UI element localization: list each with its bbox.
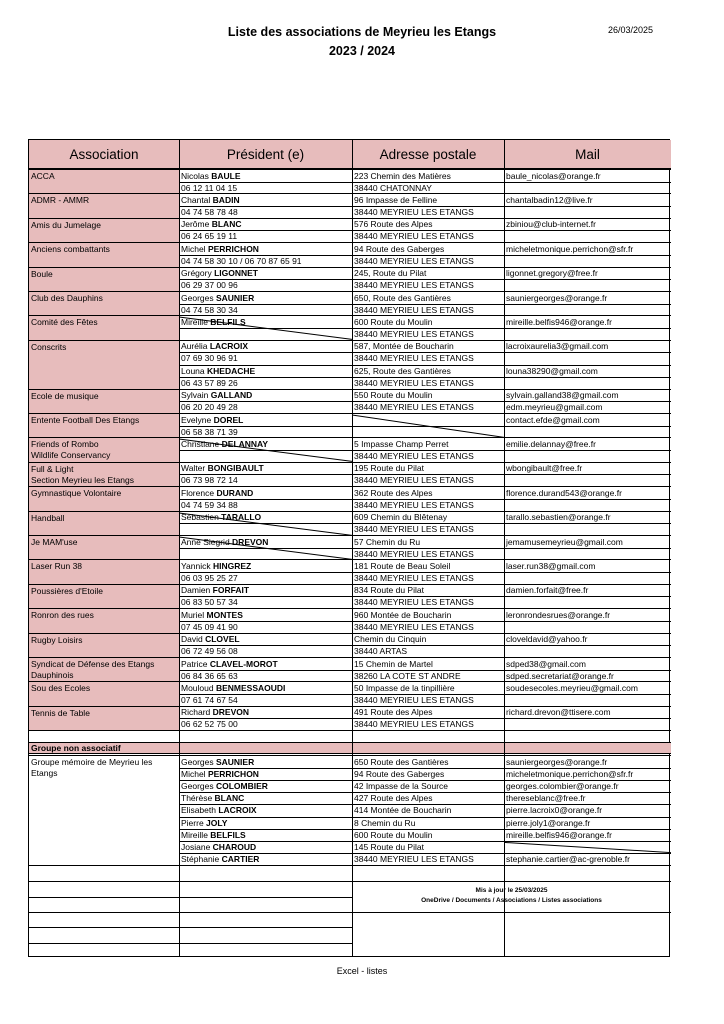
address-cell: 181 Route de Beau Soleil bbox=[354, 560, 451, 571]
mail-cell: micheletmonique.perrichon@sfr.fr bbox=[506, 243, 634, 254]
president-cell bbox=[181, 719, 238, 730]
president-cell bbox=[181, 646, 238, 657]
president-diagonal bbox=[29, 536, 671, 560]
address-cell: 94 Route des Gaberges bbox=[354, 243, 445, 254]
president-phone: 06 83 50 57 34 bbox=[181, 597, 238, 608]
mail-cell: pierre.lacroix0@orange.fr bbox=[506, 805, 603, 816]
president-cell bbox=[181, 585, 249, 596]
president-phone: 04 74 59 34 88 bbox=[181, 499, 238, 510]
onedrive-path-note: OneDrive / Documents / Associations / Listes associations bbox=[421, 897, 602, 905]
mail-cell: edm.meyrieu@gmail.com bbox=[506, 402, 603, 413]
address-cell: Chemin du Cinquin bbox=[354, 634, 427, 645]
president-phone: 06 24 65 19 11 bbox=[181, 231, 238, 242]
diagonal-line bbox=[179, 317, 352, 339]
address-cell: 38440 MEYRIEU LES ETANGS bbox=[354, 231, 474, 242]
address-cell: 38440 MEYRIEU LES ETANGS bbox=[354, 548, 474, 559]
president-last-name: BADIN bbox=[212, 194, 240, 205]
association-name: Poussières d'Etoile bbox=[29, 585, 179, 608]
president-last-name: CHAROUD bbox=[212, 842, 257, 853]
president-first-name: Mireille bbox=[181, 316, 211, 327]
group-name: Groupe mémoire de Meyrieu les Etangs bbox=[29, 756, 179, 865]
mail-cell: sauniergeorges@orange.fr bbox=[506, 756, 608, 767]
association-name: Conscrits bbox=[29, 341, 179, 389]
address-cell: 42 Impasse de la Source bbox=[354, 781, 449, 792]
address-cell: 5 Impasse Champ Perret bbox=[354, 438, 449, 449]
mail-cell: mireille.belfis946@orange.fr bbox=[506, 829, 612, 840]
row-line bbox=[29, 912, 352, 913]
address-cell: 38440 MEYRIEU LES ETANGS bbox=[354, 255, 474, 266]
association-block bbox=[29, 608, 671, 632]
president-first-name: David bbox=[181, 634, 206, 645]
section-title: Groupe non associatif bbox=[29, 742, 671, 754]
association-block bbox=[29, 437, 671, 461]
address-cell: 38440 MEYRIEU LES ETANGS bbox=[354, 280, 474, 291]
association-block bbox=[29, 315, 671, 339]
association-block bbox=[29, 657, 671, 681]
column-divider bbox=[179, 140, 180, 956]
address-cell: 362 Route des Alpes bbox=[354, 487, 433, 498]
association-block bbox=[29, 218, 671, 242]
mail-cell: thereseblanc@free.fr bbox=[506, 793, 586, 804]
address-cell: 38440 MEYRIEU LES ETANGS bbox=[354, 475, 474, 486]
header-mail: Mail bbox=[504, 140, 671, 169]
association-name: Friends of Rombo Wildlife Conservancy bbox=[29, 438, 179, 461]
address-cell: 195 Route du Pilat bbox=[354, 463, 424, 474]
address-cell: 38440 MEYRIEU LES ETANGS bbox=[354, 597, 474, 608]
president-last-name: PERRICHON bbox=[207, 243, 259, 254]
row-line bbox=[352, 881, 671, 882]
president-first-name: Sébastien bbox=[181, 512, 222, 523]
president-first-name: Patrice bbox=[181, 658, 210, 669]
column-divider bbox=[504, 140, 505, 956]
president-cell bbox=[181, 622, 238, 633]
president-first-name: Mouloud bbox=[181, 682, 216, 693]
president-diagonal bbox=[29, 316, 671, 340]
president-first-name: Richard bbox=[181, 707, 213, 718]
association-block bbox=[29, 413, 671, 437]
president-cell bbox=[181, 402, 238, 413]
mail-cell: pierre.joly1@orange.fr bbox=[506, 817, 591, 828]
president-phone: 07 45 09 41 90 bbox=[181, 621, 238, 632]
address-cell: 38440 MEYRIEU LES ETANGS bbox=[354, 377, 474, 388]
diagonal-line bbox=[504, 843, 671, 853]
mail-cell: leronrondesrues@orange.fr bbox=[506, 609, 611, 620]
address-cell: 38440 MEYRIEU LES ETANGS bbox=[354, 695, 474, 706]
address-cell: 38260 LA COTE ST ANDRE bbox=[354, 670, 461, 681]
president-first-name: Josiane bbox=[181, 842, 213, 853]
association-block bbox=[29, 462, 671, 486]
association-block bbox=[29, 389, 671, 413]
page-title: Liste des associations de Meyrieu les Etangs bbox=[227, 25, 497, 39]
association-block bbox=[29, 242, 671, 266]
diagonal-line bbox=[179, 439, 352, 461]
president-cell bbox=[181, 390, 252, 401]
association-name: Ronron des rues bbox=[29, 609, 179, 632]
mail-cell: lacroixaurelia3@gmail.com bbox=[506, 341, 609, 352]
president-diagonal bbox=[29, 512, 671, 536]
mail-cell: ligonnet.gregory@free.fr bbox=[506, 268, 598, 279]
association-name: Gymnastique Volontaire bbox=[29, 487, 179, 510]
president-first-name: Aurélia bbox=[181, 341, 210, 352]
mail-cell: baule_nicolas@orange.fr bbox=[506, 170, 601, 181]
president-phone: 06 72 49 56 08 bbox=[181, 646, 238, 657]
president-last-name: BLANC bbox=[214, 793, 245, 804]
address-cell: 625, Route des Gantières bbox=[354, 365, 451, 376]
president-phone: 04 74 58 78 48 bbox=[181, 207, 238, 218]
diagonal-line bbox=[352, 415, 504, 437]
association-name: Comité des Fêtes bbox=[29, 316, 179, 339]
president-cell bbox=[181, 683, 285, 694]
president-last-name: LACROIX bbox=[209, 341, 249, 352]
president-last-name: HINGREZ bbox=[212, 560, 252, 571]
mail-cell: mireille.belfis946@orange.fr bbox=[506, 316, 612, 327]
address-cell: 38440 ARTAS bbox=[354, 646, 408, 657]
president-first-name: Mireille bbox=[181, 829, 211, 840]
address-cell: 609 Chemin du Blêtenay bbox=[354, 512, 448, 523]
address-cell: 600 Route du Moulin bbox=[354, 316, 433, 327]
address-cell: 50 Impasse de la tinpillière bbox=[354, 682, 455, 693]
address-cell: 38440 MEYRIEU LES ETANGS bbox=[354, 719, 474, 730]
header-association: Association bbox=[29, 140, 179, 169]
president-first-name: Elisabeth bbox=[181, 805, 219, 816]
trailing-rows bbox=[29, 865, 671, 957]
president-cell bbox=[181, 597, 238, 608]
mail-cell: soudesecoles.meyrieu@gmail.com bbox=[506, 682, 638, 693]
address-cell: 38440 MEYRIEU LES ETANGS bbox=[354, 353, 474, 364]
president-first-name: Louna bbox=[181, 365, 207, 376]
association-name: Sou des Ecoles bbox=[29, 682, 179, 705]
address-cell: 15 Chemin de Martel bbox=[354, 658, 433, 669]
row-line bbox=[29, 881, 352, 882]
president-cell bbox=[181, 463, 264, 474]
president-last-name: BONGIBAULT bbox=[207, 463, 264, 474]
mail-cell: richard.drevon@ttisere.com bbox=[506, 707, 611, 718]
association-block bbox=[29, 291, 671, 315]
president-cell bbox=[181, 244, 259, 255]
association-block bbox=[29, 559, 671, 583]
address-cell: 38440 MEYRIEU LES ETANGS bbox=[354, 621, 474, 632]
president-first-name: Nicolas bbox=[181, 170, 212, 181]
header-address: Adresse postale bbox=[352, 140, 504, 169]
president-phone: 06 58 38 71 39 bbox=[181, 426, 238, 437]
president-last-name: CLOVEL bbox=[205, 634, 240, 645]
association-name: Ecole de musique bbox=[29, 390, 179, 413]
president-cell bbox=[181, 171, 241, 182]
mail-cell: florence.durand543@orange.fr bbox=[506, 487, 622, 498]
president-first-name: Christiane bbox=[181, 438, 222, 449]
association-name: Handball bbox=[29, 512, 179, 535]
president-first-name: Chantal bbox=[181, 194, 213, 205]
address-cell: 587, Montée de Boucharin bbox=[354, 341, 454, 352]
president-cell bbox=[181, 610, 243, 621]
address-cell: 414 Montée de Boucharin bbox=[354, 805, 452, 816]
president-cell bbox=[181, 183, 237, 194]
association-name: Boule bbox=[29, 268, 179, 291]
president-last-name: SAUNIER bbox=[215, 756, 255, 767]
association-name: Amis du Jumelage bbox=[29, 219, 179, 242]
president-cell bbox=[181, 219, 241, 230]
association-name: Full & Light Section Meyrieu les Etangs bbox=[29, 463, 179, 486]
address-diagonal bbox=[29, 414, 671, 438]
president-last-name: BENMESSAOUDI bbox=[215, 682, 286, 693]
row-line bbox=[179, 645, 671, 646]
president-cell bbox=[181, 695, 238, 706]
president-last-name: COLOMBIER bbox=[215, 781, 268, 792]
president-cell bbox=[181, 305, 238, 316]
president-last-name: MONTES bbox=[206, 609, 243, 620]
address-cell: 38440 MEYRIEU LES ETANGS bbox=[354, 402, 474, 413]
president-last-name: KHEDACHE bbox=[207, 365, 256, 376]
association-name: Club des Dauphins bbox=[29, 292, 179, 315]
mail-cell: louna38290@gmail.com bbox=[506, 365, 598, 376]
association-name: Entente Football Des Etangs bbox=[29, 414, 179, 437]
president-phone: 06 62 52 75 00 bbox=[181, 719, 238, 730]
diagonal-line bbox=[179, 537, 352, 559]
address-cell: 94 Route des Gaberges bbox=[354, 768, 445, 779]
row-line bbox=[29, 927, 352, 928]
address-cell: 960 Montée de Boucharin bbox=[354, 609, 452, 620]
association-block bbox=[29, 511, 671, 535]
address-cell: 57 Chemin du Ru bbox=[354, 536, 421, 547]
president-first-name: Anne Siegrid bbox=[181, 536, 233, 547]
association-block bbox=[29, 169, 671, 193]
president-cell bbox=[181, 366, 255, 377]
mail-cell: jemamusemeyrieu@gmail.com bbox=[506, 536, 623, 547]
address-cell: 550 Route du Moulin bbox=[354, 390, 433, 401]
mail-cell: chantalbadin12@live.fr bbox=[506, 194, 593, 205]
page-footer: Excel - listes bbox=[336, 966, 388, 976]
president-cell bbox=[181, 707, 249, 718]
president-phone: 04 74 58 30 10 / 06 70 87 65 91 bbox=[181, 255, 302, 266]
president-cell bbox=[181, 488, 253, 499]
address-cell: 576 Route des Alpes bbox=[354, 219, 433, 230]
president-phone: 06 29 37 00 96 bbox=[181, 280, 238, 291]
association-name: Tennis de Table bbox=[29, 707, 179, 730]
president-diagonal bbox=[29, 438, 671, 462]
association-name: Anciens combattants bbox=[29, 243, 179, 266]
president-cell bbox=[181, 207, 238, 218]
president-last-name: JOLY bbox=[206, 817, 228, 828]
address-cell: 245, Route du Pilat bbox=[354, 268, 427, 279]
address-cell: 650 Route des Gantières bbox=[354, 756, 449, 767]
update-note: Mis à jour le 25/03/2025 bbox=[475, 887, 548, 895]
address-cell: 38440 CHATONNAY bbox=[354, 182, 432, 193]
association-block bbox=[29, 584, 671, 608]
mail-cell: contact.efde@gmail.com bbox=[506, 414, 600, 425]
address-cell: 38440 MEYRIEU LES ETANGS bbox=[354, 451, 474, 462]
mail-cell: laser.run38@gmail.com bbox=[506, 560, 596, 571]
row-line bbox=[29, 943, 352, 944]
diagonal-line bbox=[179, 513, 352, 535]
president-first-name: Yannick bbox=[181, 560, 213, 571]
association-name: Laser Run 38 bbox=[29, 560, 179, 583]
row-line bbox=[352, 912, 671, 913]
president-cell bbox=[181, 353, 238, 364]
column-divider bbox=[352, 140, 353, 956]
page-subtitle-year: 2023 / 2024 bbox=[328, 44, 396, 58]
president-last-name: DREVON bbox=[212, 707, 250, 718]
address-cell: 223 Chemin des Matières bbox=[354, 170, 451, 181]
association-block bbox=[29, 193, 671, 217]
address-cell: 38440 MEYRIEU LES ETANGS bbox=[354, 573, 474, 584]
address-cell: 96 Impasse de Felline bbox=[354, 194, 438, 205]
president-cell bbox=[181, 659, 278, 670]
president-first-name: Walter bbox=[181, 463, 208, 474]
president-last-name: DREVON bbox=[232, 536, 269, 547]
mail-cell: sdped.secretariat@orange.fr bbox=[506, 670, 614, 681]
president-cell bbox=[181, 671, 238, 682]
president-phone: 07 69 30 96 91 bbox=[181, 353, 238, 364]
president-last-name: DOREL bbox=[213, 414, 244, 425]
mail-diagonal bbox=[29, 756, 671, 866]
president-cell bbox=[181, 573, 238, 584]
president-cell bbox=[181, 231, 237, 242]
president-first-name: Pierre bbox=[181, 817, 207, 828]
president-first-name: Sylvain bbox=[181, 390, 211, 401]
president-first-name: Georges bbox=[181, 292, 216, 303]
president-first-name: Evelyne bbox=[181, 414, 214, 425]
president-first-name: Thérèse bbox=[181, 793, 215, 804]
mail-cell: zbiniou@club-internet.fr bbox=[506, 219, 596, 230]
address-cell: 38440 MEYRIEU LES ETANGS bbox=[354, 304, 474, 315]
mail-cell: stephanie.cartier@ac-grenoble.fr bbox=[506, 854, 630, 865]
address-cell: 8 Chemin du Ru bbox=[354, 817, 416, 828]
president-first-name: Georges bbox=[181, 781, 216, 792]
address-cell: 834 Route du Pilat bbox=[354, 585, 424, 596]
president-last-name: BLANC bbox=[211, 219, 242, 230]
president-cell bbox=[181, 280, 238, 291]
address-cell: 38440 MEYRIEU LES ETANGS bbox=[354, 207, 474, 218]
association-name: Syndicat de Défense des Etangs Dauphinois bbox=[29, 658, 179, 681]
mail-cell: emilie.delannay@free.fr bbox=[506, 438, 596, 449]
address-cell: 38440 MEYRIEU LES ETANGS bbox=[354, 524, 474, 535]
row-line bbox=[29, 897, 352, 898]
print-date: 26/03/2025 bbox=[608, 25, 654, 35]
president-first-name: Damien bbox=[181, 585, 213, 596]
president-phone: 04 74 58 30 34 bbox=[181, 304, 238, 315]
mail-cell: georges.colombier@orange.fr bbox=[506, 781, 619, 792]
president-phone: 06 84 36 65 63 bbox=[181, 670, 238, 681]
president-last-name: BELFILS bbox=[210, 316, 246, 327]
president-cell bbox=[181, 561, 251, 572]
association-block bbox=[29, 706, 671, 730]
mail-cell: sdped38@gmail.com bbox=[506, 658, 586, 669]
association-block bbox=[29, 486, 671, 510]
president-last-name: CLAVEL-MOROT bbox=[209, 658, 278, 669]
president-last-name: LACROIX bbox=[218, 805, 257, 816]
association-block bbox=[29, 681, 671, 705]
president-last-name: PERRICHON bbox=[207, 768, 259, 779]
president-cell bbox=[181, 268, 258, 279]
president-phone: 06 12 11 04 15 bbox=[181, 182, 238, 193]
address-cell: 38440 MEYRIEU LES ETANGS bbox=[354, 329, 474, 340]
president-cell bbox=[181, 256, 302, 267]
mail-cell: cloveldavid@yahoo.fr bbox=[506, 634, 588, 645]
association-block bbox=[29, 535, 671, 559]
mail-cell: damien.forfait@free.fr bbox=[506, 585, 589, 596]
president-first-name: Grégory bbox=[181, 268, 215, 279]
header-president: Président (e) bbox=[179, 140, 352, 169]
president-phone: 06 43 57 89 26 bbox=[181, 377, 238, 388]
address-cell: 427 Route des Alpes bbox=[354, 793, 433, 804]
president-last-name: DURAND bbox=[216, 487, 254, 498]
address-cell: 145 Route du Pilat bbox=[354, 842, 424, 853]
association-block bbox=[29, 633, 671, 657]
association-name: Je MAM'use bbox=[29, 536, 179, 559]
address-cell: 38440 MEYRIEU LES ETANGS bbox=[354, 499, 474, 510]
president-first-name: Florence bbox=[181, 487, 217, 498]
address-cell: 38440 MEYRIEU LES ETANGS bbox=[354, 854, 474, 865]
president-last-name: SAUNIER bbox=[215, 292, 255, 303]
address-cell: 650, Route des Gantières bbox=[354, 292, 451, 303]
association-block bbox=[29, 340, 671, 389]
president-first-name: Stéphanie bbox=[181, 854, 222, 865]
president-cell bbox=[181, 195, 240, 206]
president-cell bbox=[181, 378, 238, 389]
association-name: Rugby Loisirs bbox=[29, 634, 179, 657]
president-phone: 06 73 98 72 14 bbox=[181, 475, 238, 486]
mail-cell: sylvain.galland38@gmail.com bbox=[506, 390, 619, 401]
mail-cell: micheletmonique.perrichon@sfr.fr bbox=[506, 768, 634, 779]
president-last-name: GALLAND bbox=[210, 390, 253, 401]
president-last-name: BAULE bbox=[211, 170, 241, 181]
president-cell bbox=[181, 475, 238, 486]
president-cell bbox=[181, 500, 238, 511]
associations-table bbox=[28, 139, 670, 957]
president-first-name: Jerôme bbox=[181, 219, 212, 230]
association-name: ACCA bbox=[29, 170, 179, 193]
president-first-name: Georges bbox=[181, 756, 216, 767]
president-first-name: Michel bbox=[181, 768, 208, 779]
president-phone: 06 03 95 25 27 bbox=[181, 573, 238, 584]
mail-cell: tarallo.sebastien@orange.fr bbox=[506, 512, 611, 523]
mail-cell: wbongibault@free.fr bbox=[506, 463, 583, 474]
president-phone: 06 20 20 49 28 bbox=[181, 402, 238, 413]
president-last-name: BELFILS bbox=[210, 829, 246, 840]
president-last-name: TARALLO bbox=[221, 512, 262, 523]
president-last-name: FORFAIT bbox=[212, 585, 250, 596]
empty-row bbox=[29, 730, 671, 742]
address-cell: 491 Route des Alpes bbox=[354, 707, 433, 718]
president-cell bbox=[181, 634, 240, 645]
association-name: ADMR - AMMR bbox=[29, 194, 179, 217]
president-last-name: CARTIER bbox=[221, 854, 260, 865]
address-cell: 600 Route du Moulin bbox=[354, 829, 433, 840]
president-cell bbox=[181, 293, 254, 304]
president-last-name: LIGONNET bbox=[214, 268, 258, 279]
president-first-name: Muriel bbox=[181, 609, 207, 620]
association-block bbox=[29, 267, 671, 291]
president-first-name: Michel bbox=[181, 243, 208, 254]
president-phone: 07 61 74 67 54 bbox=[181, 695, 238, 706]
mail-cell: sauniergeorges@orange.fr bbox=[506, 292, 608, 303]
president-last-name: DELANNAY bbox=[221, 438, 269, 449]
president-cell bbox=[181, 341, 248, 352]
group-block bbox=[29, 755, 671, 865]
